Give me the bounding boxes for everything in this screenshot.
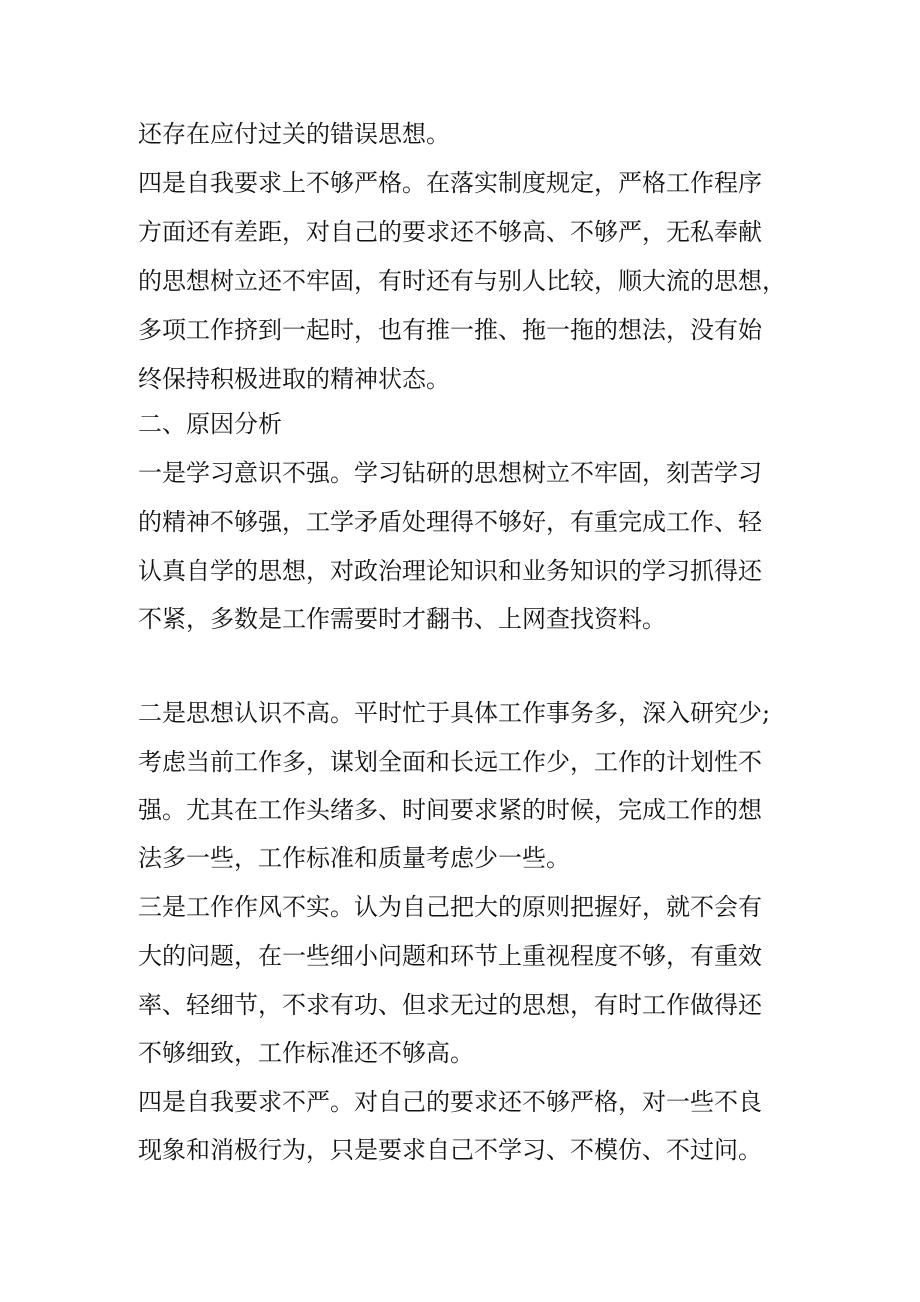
text-line: 二是思想认识不高。平时忙于具体工作事务多，深入研究少; (138, 699, 771, 727)
text-line: 四是自我要求上不够严格。在落实制度规定，严格工作程序 (138, 169, 762, 197)
text-line: 三是工作作风不实。认为自己把大的原则把握好，就不会有 (138, 893, 762, 921)
text-line: 法多一些，工作标准和质量考虑少一些。 (138, 844, 570, 872)
text-line: 终保持积极进取的精神状态。 (138, 365, 450, 393)
text-line: 考虑当前工作多，谋划全面和长远工作少，工作的计划性不 (138, 748, 762, 776)
text-line: 多项工作挤到一起时，也有推一推、拖一拖的想法，没有始 (138, 316, 762, 344)
text-line: 方面还有差距，对自己的要求还不够高、不够严，无私奉献 (138, 218, 762, 246)
text-line: 认真自学的思想，对政治理论知识和业务知识的学习抓得还 (138, 557, 762, 585)
text-line: 一是学习意识不强。学习钻研的思想树立不牢固，刻苦学习 (138, 459, 762, 487)
text-line: 不紧，多数是工作需要时才翻书、上网查找资料。 (138, 605, 666, 633)
text-line: 的思想树立还不牢固，有时还有与别人比较，顺大流的思想， (138, 267, 786, 295)
text-line: 还存在应付过关的错误思想。 (138, 120, 450, 148)
text-line: 现象和消极行为，只是要求自己不学习、不模仿、不过问。 (138, 1136, 762, 1164)
text-line: 大的问题，在一些细小问题和环节上重视程度不够，有重效 (138, 942, 762, 970)
text-line: 四是自我要求不严。对自己的要求还不够严格，对一些不良 (138, 1088, 762, 1116)
section-heading: 二、原因分析 (138, 410, 282, 438)
text-line: 的精神不够强，工学矛盾处理得不够好，有重完成工作、轻 (138, 508, 762, 536)
text-line: 不够细致，工作标准还不够高。 (138, 1039, 474, 1067)
text-line: 强。尤其在工作头绪多、时间要求紧的时候，完成工作的想 (138, 796, 762, 824)
text-line: 率、轻细节，不求有功、但求无过的思想，有时工作做得还 (138, 991, 762, 1019)
